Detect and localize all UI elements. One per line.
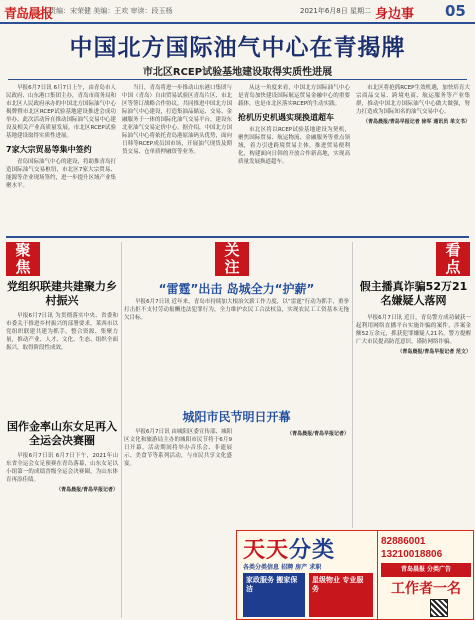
highlight-tag: 看 点: [436, 242, 470, 276]
story-paragraph: 早报6月7日讯 由城阳区委宣传部、城阳区文化和旅游局主办的城阳市民节将于6月9日开幕，活动期间将举办音乐会、非遗展示、美食节等系列活动，与市民共享文化盛宴。: [124, 429, 232, 467]
middle-story2-body: [124, 428, 232, 616]
lead-paragraph: 早报6月7日讯 6月7日上午，由青岛市人民政府、山东港口集团主办，青岛市商务局和市北区人民政府承办的中国北方国际油气中心揭牌暨市北区RCEP试验基地建设推进会成功举办。此次活动旨在推动国际油气交易中心建设及相关产业高质量发展，市北区RCEP试验基地建设取得实质性进展。: [6, 85, 116, 139]
lead-paragraph: 当日，青岛将进一步推动山东港口集团与中国（青岛）自由贸易试验区青岛片区、市北区等签订战略合作协议，共同推进中国北方国际油气中心建设，打造集油品储运、交易、金融服务于一体的国际化油气交易平台，建设东北亚油气交易定价中心。据介绍，中国北方国际油气中心将依托青岛港原油码头优势，面向日韩等RCEP成员国市场，开展油气现货及期货交易、仓单质押融资等业务。: [122, 85, 232, 155]
lead-subtitle: 7家大宗贸易等集中签约: [6, 145, 92, 154]
page-number: 05: [445, 2, 466, 20]
ad-title: 天天分类: [243, 538, 336, 563]
lead-column-2: [122, 84, 232, 234]
right-story-headline: 假主播真诈骗52万21名嫌疑人落网: [359, 280, 468, 307]
attention-tag: 关 注: [215, 242, 249, 276]
lead-paragraph: 市北区将以RCEP试验基地建设为契机，聚焦国际贸易、航运物流、金融服务等重点领域，着力引进跨境贸易主体，推进贸易便利化，构建面向日韩的开放合作新高地，实现高质量发展换道超车。: [238, 127, 350, 165]
lead-subheadline: 市北区RCEP试验基地建设取得实质性进展: [142, 67, 333, 78]
ad-hiring: 工作者一名: [391, 581, 461, 597]
masthead-editors: 责编：宋荣健 美编：王欢 审读：段玉杨: [49, 7, 173, 15]
ad-right-panel: [377, 531, 473, 619]
right-story-body: [356, 314, 471, 526]
story-paragraph: 早报6月7日讯 为贯彻落实中央、省委和市委关于推进乡村振兴的部署要求，莱西市以党组织联建共建为抓手，整合资源、集聚力量，推动产业、人才、文化、生态、组织全面振兴，取得阶段性成效。: [6, 313, 118, 351]
lead-column-1: [6, 84, 116, 234]
middle-story2-headline: 城阳市民节明日开幕: [182, 410, 291, 424]
newspaper-logo: 青岛晨报: [4, 7, 53, 22]
story-credit: （青岛晨报/青岛早报记者）: [56, 487, 118, 493]
column-divider: [352, 242, 353, 528]
lead-paragraph: 从这一角度来看，中国北方国际油气中心是青岛加快建设国际航运贸易金融中心的重要载体，也是市北区落实RCEP的生动实践。: [238, 85, 350, 107]
story-paragraph: 早报6月7日讯 近日，青岛警方成功破获一起利用网络直播平台实施诈骗的案件，涉案金额52万余元，抓获犯罪嫌疑人21名。警方提醒广大市民提高防范意识，谨防网络诈骗。: [356, 315, 471, 345]
story-credit: （青岛晨报/青岛早报记者）: [287, 431, 349, 437]
lead-paragraph: 市北区将抢抓RCEP生效机遇，加快培育大宗商品交易、跨境电商、航运服务等产业集群，推动中国北方国际油气中心做大做强，努力打造成为国际知名的油气交易中心。: [356, 85, 470, 115]
left-story-headline: 党组织联建共建聚力乡村振兴: [7, 280, 117, 307]
middle-story-body: [124, 298, 349, 408]
lead-subtitle: 抢机历史机遇实现换道超车: [238, 113, 334, 122]
lead-paragraph: 青岛国际油气中心的建设，将助推青岛打造国际油气交易枢纽，市北区7家大宗贸易、能源等企业现场签约，进一步提升区域产业集聚水平。: [6, 159, 116, 189]
middle-story2-credit-col: [238, 428, 349, 526]
left-story-body: [6, 312, 118, 412]
focus-tag: 聚 焦: [6, 242, 40, 276]
left-story2-body: [6, 452, 118, 617]
middle-story-headline: “雷霆”出击 岛城全力“护薪”: [158, 282, 315, 296]
section-name: 身边事: [375, 7, 415, 22]
classified-ad: [236, 530, 474, 620]
ad-phone-numbers: 82886001 13210018806: [381, 536, 443, 560]
lead-column-3: [238, 84, 350, 234]
column-divider: [121, 242, 122, 618]
lead-column-4: [356, 84, 470, 234]
ad-categories: 各类分类信息 招聘 房产 求职: [243, 564, 322, 571]
ad-block-household: 家政服务 搬家保洁: [243, 573, 305, 617]
story-paragraph: 早报6月7日讯 6月7日下午，2021年山东省全运会女足预赛在青岛落幕，山东女足以小组第一的成绩晋级全运会决赛圈，为山东体育再添佳绩。: [6, 453, 118, 483]
qr-code-icon: [430, 599, 448, 617]
section-divider: [6, 236, 469, 238]
ad-block-property: 星级物业 专业服务: [309, 573, 373, 617]
ad-left-panel: [237, 531, 377, 619]
story-paragraph: 早报6月7日讯 近年来，青岛市持续加大根治欠薪工作力度，以“雷霆”行动为抓手，重拳打击拒不支付劳动报酬违法犯罪行为，全力维护农民工合法权益，实现农民工工资基本无拖欠目标。: [124, 299, 349, 321]
issue-date: 2021年6月8日 星期二: [300, 7, 371, 15]
masthead: [0, 0, 475, 24]
ad-banner: 青岛晨报 分类广告: [381, 563, 471, 577]
lead-headline: 中国北方国际油气中心在青揭牌: [69, 35, 406, 61]
headline-rule: [8, 79, 467, 80]
story-credit: （青岛晨报/青岛早报记者 范文）: [397, 349, 471, 355]
lead-credit: （青岛晨报/青岛早报记者 徐军 通讯员 单文书）: [362, 119, 470, 125]
left-story2-headline: 国作金率山东女足再入全运会决赛圈: [7, 420, 117, 447]
